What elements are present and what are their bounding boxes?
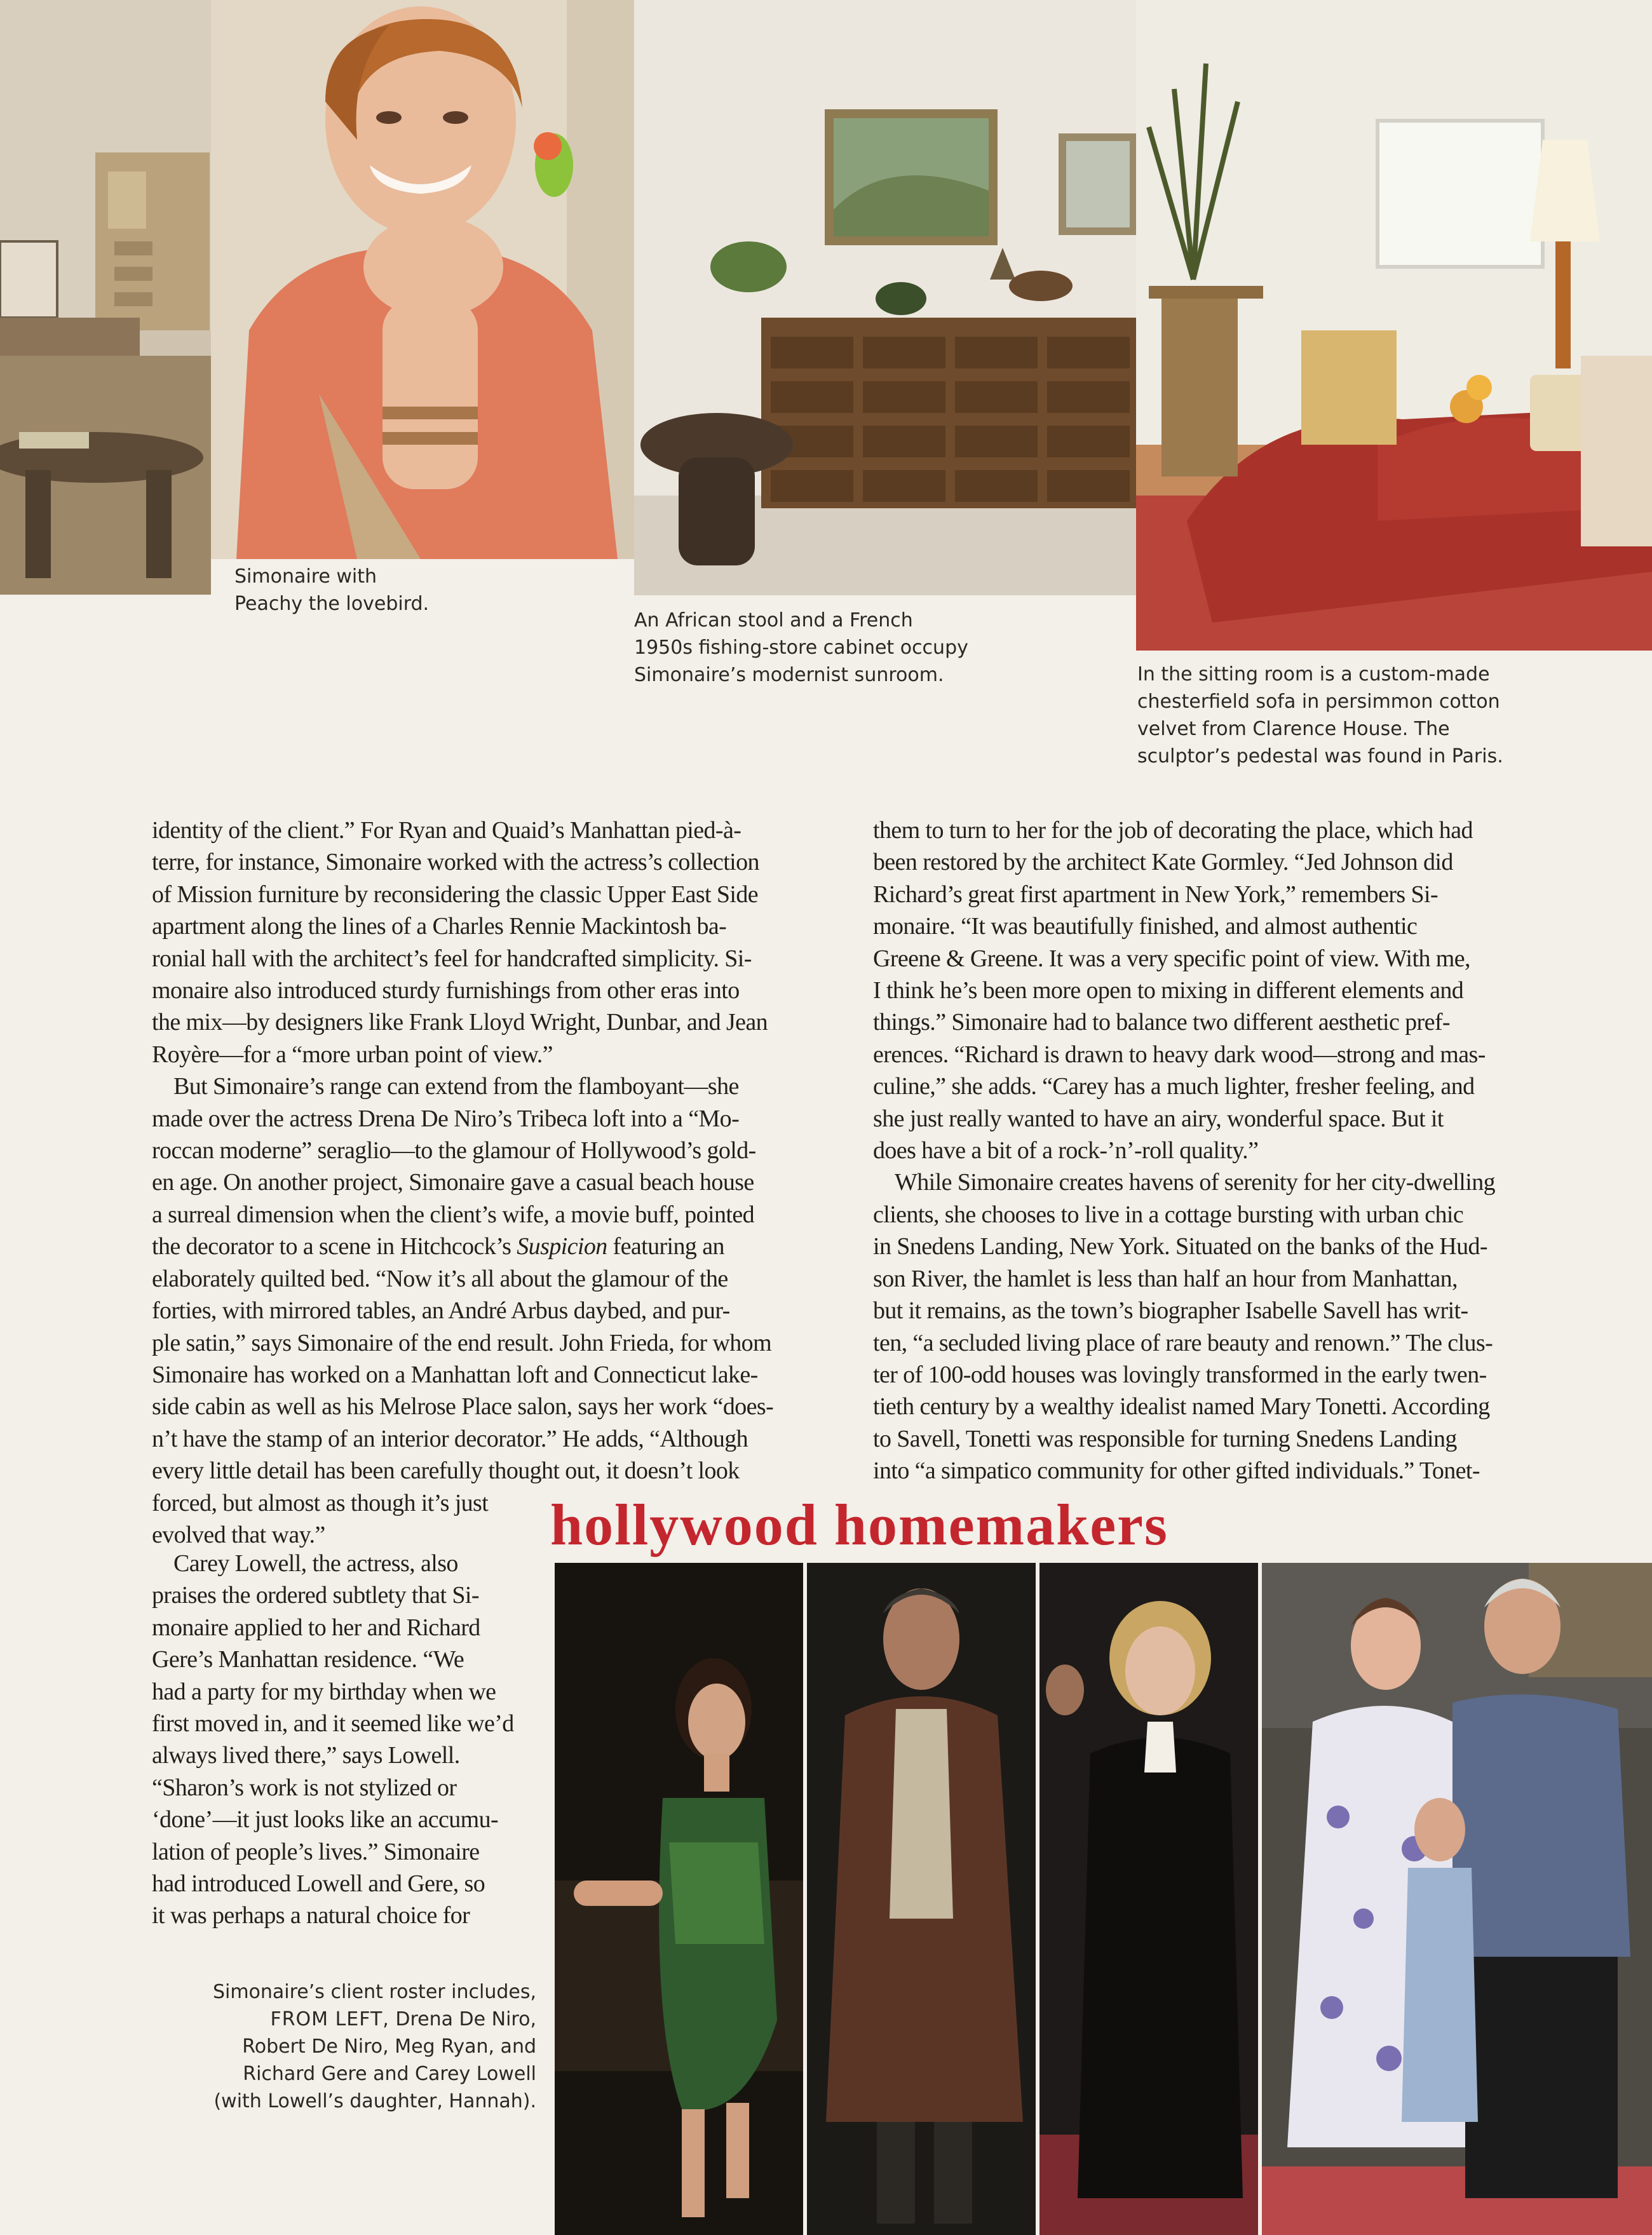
drena-de-niro-photo [555, 1563, 803, 2235]
clients-caption-line2: FROM LEFT, Drena De Niro, [270, 2008, 536, 2030]
sunroom-photo [634, 0, 1136, 595]
portrait-photo [211, 0, 634, 559]
sitting-room-photo [1136, 0, 1652, 651]
portrait-caption: Simonaire with Peachy the lovebird. [234, 565, 430, 615]
film-title: Suspicion [517, 1233, 607, 1260]
clients-caption: Simonaire’s client roster includes, FROM LEFT, Drena De Niro, Robert De Niro, Meg Ryan, and Richard Gere and Carey Lowell (with Lowell’s daughter, Hannah). [191, 1978, 536, 2115]
gere-lowell-photo [1262, 1563, 1652, 2235]
article-left-narrow-column: Carey Lowell, the actress, also praises the ordered subtlety that Si- monaire applied to her and Richard Gere’s Manhattan residence. “We had a party for my birthday when we first moved in, and it seemed like we’d always lived there,” says Lowell. “Sharon’s work is not stylized or ‘done’—it just looks like an accumu- lation of people’s lives.” Simonaire had introduced Lowell and Gere, so it was perhaps a natural choice for [152, 1550, 514, 1929]
meg-ryan-photo [1039, 1563, 1258, 2235]
article-right-column: them to turn to her for the job of decorating the place, which had been restored by the architect Kate Gormley. “Jed Johnson did Richard’s great first apartment in New York,” remembers Si- monaire. “It was beautifully finished, and almost authentic Greene & Greene. It was a very specific point of view. With me, I think he’s been more open to mixing in different elements and things.” Simonaire had to balance two different aesthetic pref- erences. “Richard is drawn to heavy dark wood—strong and mas- culine,” she adds. “Carey has a much lighter, fresher feeling, and she just really wanted to have an airy, wonderful space. But it does have a bit of a rock-’n’-roll quality.” While Simonaire creates havens of serenity for her city-dwelling clients, she chooses to live in a cottage bursting with urban chic in Snedens Landing, New York. Situated on the banks of the Hud- son River, the hamlet is less than half an hour from Manhattan, but it remains, as the town’s biographer Isabelle Savell has writ- ten, “a secluded living place of rare beauty and renown.” The clus- ter of 100-odd houses was lovingly transformed in the early twen- tieth century by a wealthy idealist named Mary Tonetti. According to Savell, Tonetti was responsible for turning Snedens Landing into “a simpatico community for other gifted individuals.” Tonet- [873, 817, 1496, 1485]
sunroom-caption: An African stool and a French 1950s fishing-store cabinet occupy Simonaire’s modernist sunroom. [634, 609, 968, 686]
sitting-room-caption: In the sitting room is a custom-made chesterfield sofa in persimmon cotton velvet from Clarence House. The sculptor’s pedestal was found in Paris. [1137, 663, 1503, 767]
section-headline: hollywood homemakers [550, 1492, 1168, 1557]
article-left-column: identity of the client.” For Ryan and Quaid’s Manhattan pied-à- terre, for instance, Simonaire worked with the actress’s collection of Mission furniture by reconsidering the classic Upper East Side apartment along the lines of a Charles Rennie Mackintosh ba- ronial hall with the architect’s feel for handcrafted simplicity. Si- monaire also introduced sturdy furnishings from other eras into the mix—by designers like Frank Lloyd Wright, Dunbar, and Jean Royère—for a “more urban point of view.” But Simonaire’s range can extend from the flamboyant—she made over the actress Drena De Niro’s Tribeca loft into a “Mo- roccan moderne” seraglio—to the glamour of Hollywood’s gold- en age. On another project, Simonaire gave a casual beach house a surreal dimension when the client’s wife, a movie buff, pointed the decorator to a scene in Hitchcock’s Suspicion featuring an elaborately quilted bed. “Now it’s all about the glamour of the forties, with mirrored tables, an André Arbus daybed, and pur- ple satin,” says Simonaire of the end result. John Frieda, for whom Simonaire has worked on a Manhattan loft and Connecticut lake- side cabin as well as his Melrose Place salon, says her work “does- n’t have the stamp of an interior decorator.” He adds, “Although every little detail has been carefully thought out, it doesn’t look forced, but almost as though it’s just evolved that way.” [152, 817, 774, 1548]
robert-de-niro-photo [807, 1563, 1036, 2235]
room-photo-left [0, 0, 211, 595]
